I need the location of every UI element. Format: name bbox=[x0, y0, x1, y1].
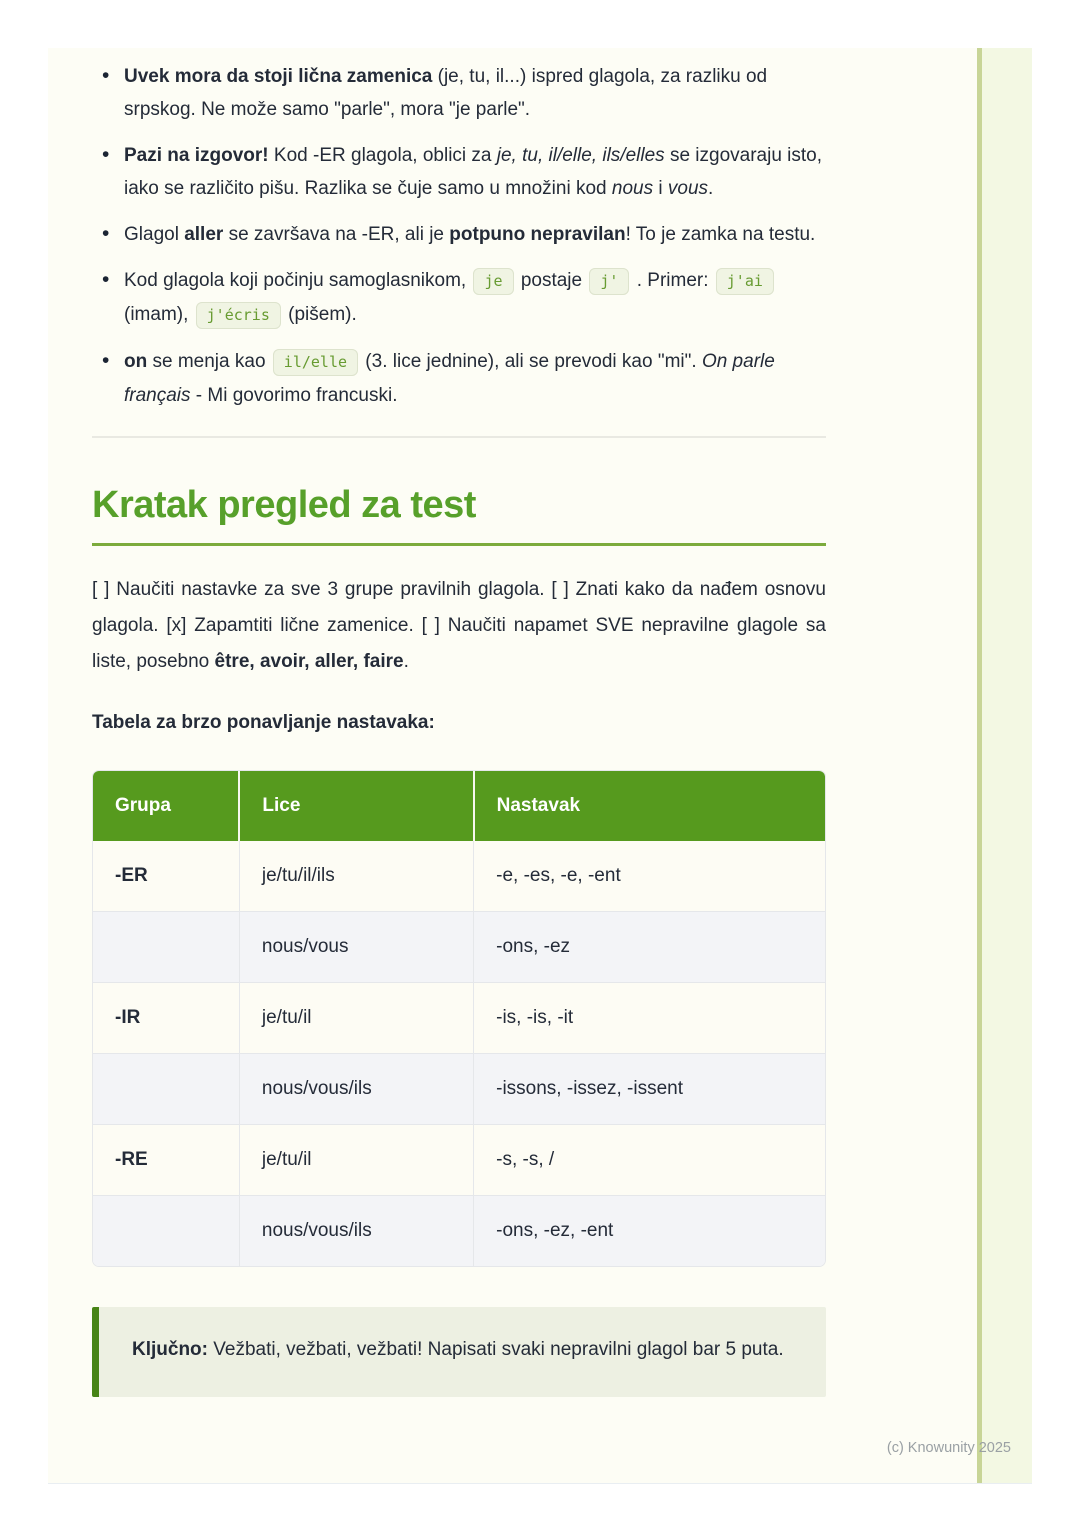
table-header-lice: Lice bbox=[239, 771, 473, 841]
list-item bbox=[92, 139, 826, 205]
cell-person: nous/vous bbox=[239, 912, 473, 983]
table-intro-label: Tabela za brzo ponavljanje nastavaka: bbox=[92, 712, 435, 733]
list-item bbox=[92, 218, 826, 251]
cell-ending: -is, -is, -it bbox=[474, 983, 825, 1054]
cell-group bbox=[93, 1196, 239, 1267]
list-item bbox=[92, 60, 826, 126]
table-row bbox=[93, 1196, 825, 1267]
table-header-nastavak: Nastavak bbox=[474, 771, 825, 841]
list-item-text: Pazi na izgovor! Kod -ER glagola, oblici za je, tu, il/elle, ils/elles se izgovaraju isto, iako se različito pišu. Razlika se čuje samo u množini kod nous i vous. bbox=[124, 145, 823, 199]
cell-ending: -s, -s, / bbox=[474, 1125, 825, 1196]
cell-person: je/tu/il bbox=[239, 983, 473, 1054]
page-content bbox=[92, 48, 826, 1397]
list-item bbox=[92, 264, 826, 332]
page-edge-strip bbox=[977, 48, 1032, 1483]
cell-group: -IR bbox=[93, 983, 239, 1054]
table-row bbox=[93, 1125, 825, 1196]
cell-person: je/tu/il bbox=[239, 1125, 473, 1196]
cell-person: nous/vous/ils bbox=[239, 1054, 473, 1125]
cell-group bbox=[93, 1054, 239, 1125]
list-item-text: Kod glagola koji počinju samoglasnikom, je postaje j' . Primer: j'ai (imam), j'écris (pišem). bbox=[124, 270, 776, 325]
section-heading: Kratak pregled za test bbox=[92, 484, 826, 546]
cell-group bbox=[93, 912, 239, 983]
callout-text: Ključno: Vežbati, vežbati, vežbati! Napisati svaki nepravilni glagol bar 5 puta. bbox=[132, 1339, 784, 1360]
cell-ending: -issons, -issez, -issent bbox=[474, 1054, 825, 1125]
table-row bbox=[93, 912, 825, 983]
copyright-watermark: (c) Knowunity 2025 bbox=[886, 1440, 1011, 1456]
list-item-text: Uvek mora da stoji lična zamenica (je, tu, il...) ispred glagola, za razliku od srpskog. Ne može samo "parle", mora "je parle". bbox=[124, 66, 768, 120]
table-header-grupa: Grupa bbox=[93, 771, 239, 841]
cell-group: -ER bbox=[93, 841, 239, 912]
cell-person: je/tu/il/ils bbox=[239, 841, 473, 912]
endings-table bbox=[92, 770, 826, 1267]
endings-table-grid bbox=[93, 771, 825, 1266]
cell-ending: -ons, -ez bbox=[474, 912, 825, 983]
table-row bbox=[93, 1054, 825, 1125]
list-item-text: Glagol aller se završava na -ER, ali je potpuno nepravilan! To je zamka na testu. bbox=[124, 224, 816, 245]
cell-ending: -ons, -ez, -ent bbox=[474, 1196, 825, 1267]
checklist-paragraph: [ ] Naučiti nastavke za sve 3 grupe pravilnih glagola. [ ] Znati kako da nađem osnovu glagola. [x] Zapamtiti lične zamenice. [ ] Naučiti napamet SVE nepravilne glagole sa liste, posebno être, avoir, aller, faire. bbox=[92, 579, 826, 672]
table-row bbox=[93, 983, 825, 1054]
cell-ending: -e, -es, -e, -ent bbox=[474, 841, 825, 912]
table-row bbox=[93, 841, 825, 912]
list-item bbox=[92, 345, 826, 412]
notes-bullet-list bbox=[92, 48, 826, 412]
document-page bbox=[48, 48, 1032, 1484]
cell-group: -RE bbox=[93, 1125, 239, 1196]
key-callout bbox=[92, 1307, 826, 1397]
section-divider bbox=[92, 436, 826, 438]
table-header-row bbox=[93, 771, 825, 841]
list-item-text: on se menja kao il/elle (3. lice jednine), ali se prevodi kao "mi". On parle français - Mi govorimo francuski. bbox=[124, 351, 775, 406]
cell-person: nous/vous/ils bbox=[239, 1196, 473, 1267]
